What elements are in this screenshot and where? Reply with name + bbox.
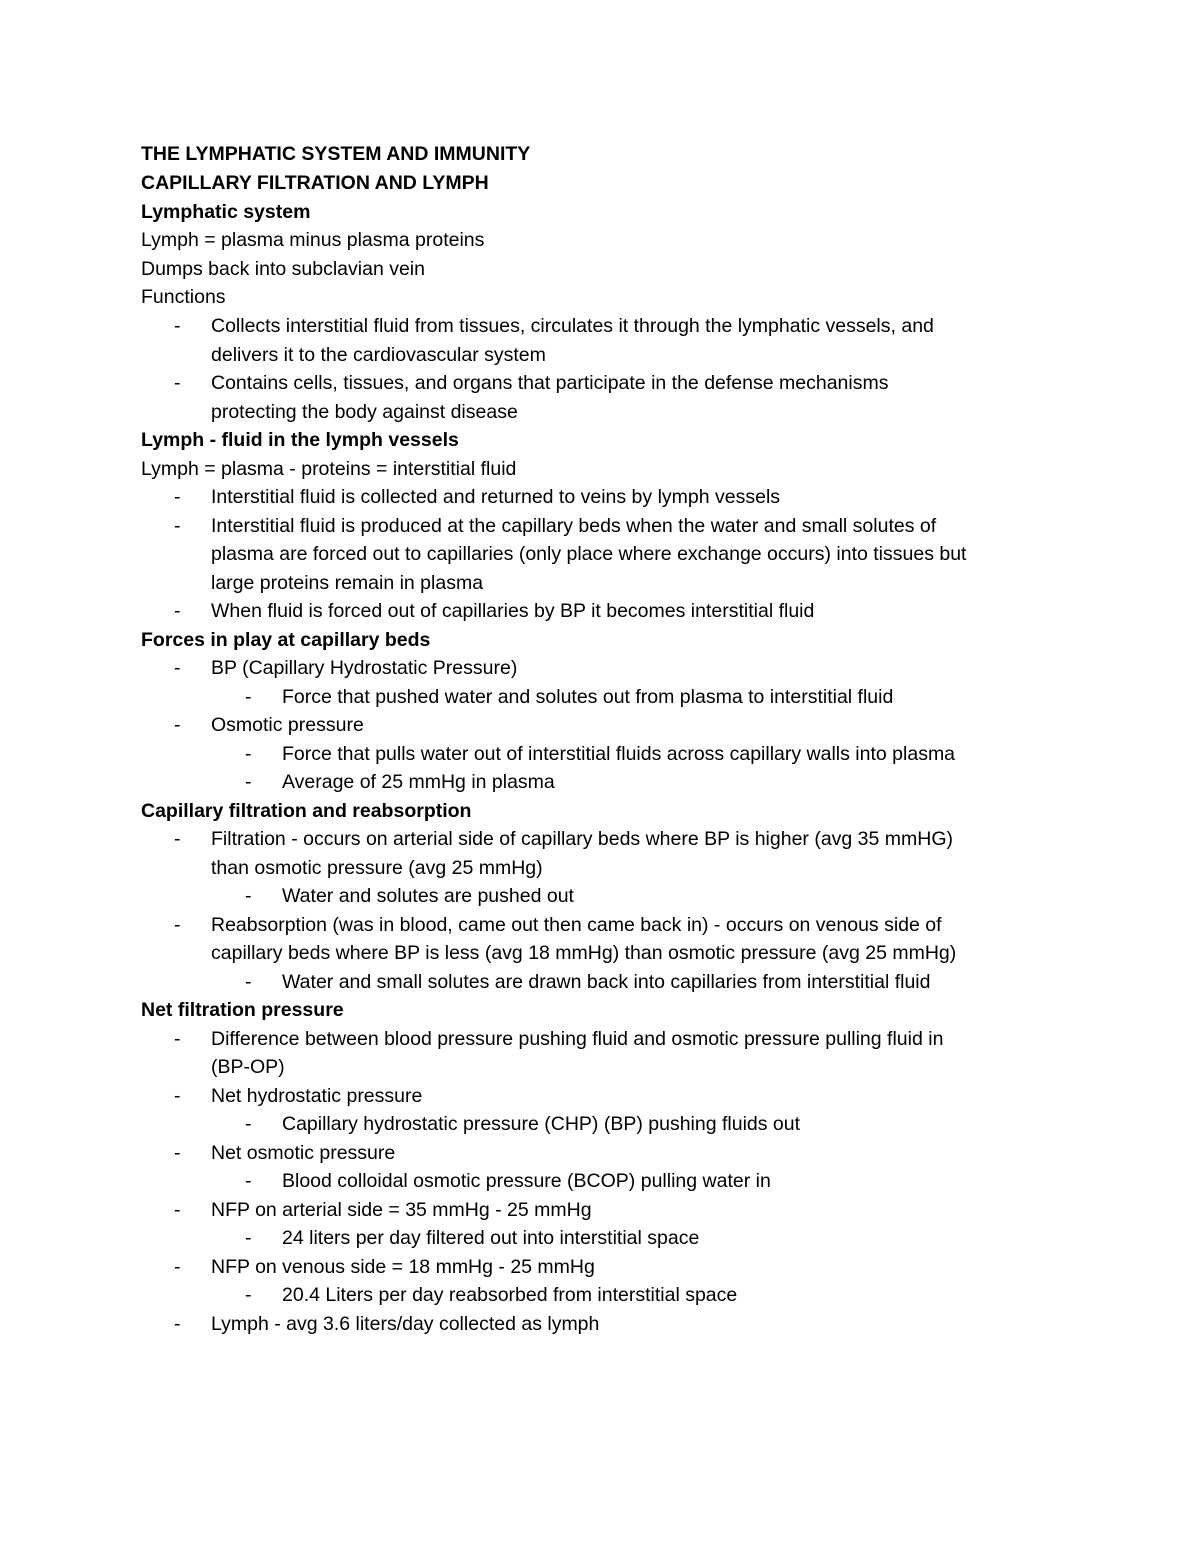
bullet-dash: -: [174, 1256, 181, 1278]
bullet-dash: -: [245, 686, 252, 708]
bullet-dash: -: [245, 971, 252, 993]
document-title: THE LYMPHATIC SYSTEM AND IMMUNITY: [141, 143, 531, 165]
bullet-dash: -: [174, 914, 181, 936]
bullet-dash: -: [174, 515, 181, 537]
bullet-dash: -: [174, 1199, 181, 1221]
bullet-dash: -: [245, 771, 252, 793]
bullet-dash: -: [174, 1028, 181, 1050]
bullet-dash: -: [174, 372, 181, 394]
document-subtitle: CAPILLARY FILTRATION AND LYMPH: [141, 172, 489, 194]
bullet-dash: -: [174, 315, 181, 337]
bullet-dash: -: [174, 714, 181, 736]
bullet-dash: -: [245, 1113, 252, 1135]
bullet-dash: -: [174, 1085, 181, 1107]
bullet-dash: -: [174, 486, 181, 508]
bullet-dash: -: [245, 743, 252, 765]
bullet-dash: -: [174, 657, 181, 679]
bullet-dash: -: [245, 1170, 252, 1192]
bullet-dash: -: [174, 600, 181, 622]
bullet-dash: -: [245, 1284, 252, 1306]
bullet-dash: -: [174, 1313, 181, 1335]
bullet-dash: -: [174, 828, 181, 850]
bullet-dash: -: [245, 1227, 252, 1249]
bullet-dash: -: [174, 1142, 181, 1164]
bullet-dash: -: [245, 885, 252, 907]
document-page: THE LYMPHATIC SYSTEM AND IMMUNITY CAPILLARY FILTRATION AND LYMPH Lymphatic system Lymph = plasma minus plasma proteins Dumps back into subclavian vein Functions - Collects interstitial fluid from tissues, circulates it through the lymphatic vessels, and delivers it to the cardiovascular system - Contains cells, tissues, and organs that participate in the defense mechanisms protecting the body against disease Lymph - fluid in the lymph vessels Lymph = plasma - proteins = interstitial fluid - Interstitial fluid is collected and returned to veins by lymph vessels - Interstitial fluid is produced at the capillary beds when the water and small solutes of plasma are forced out to capillaries (only place where exchange occurs) into tissues but large proteins remain in plasma - When fluid is forced out of capillaries by BP it becomes interstitial fluid Forces in play at capillary beds - BP (Capillary Hydrostatic Pressure) - Force that pushed water and solutes out from plasma to interstitial fluid - Osmotic pressure - Force that pulls water out of interstitial fluids across capillary walls into plasma - Average of 25 mmHg in plasma Capillary filtration and reabsorption - Filtration - occurs on arterial side of capillary beds where BP is higher (avg 35 mmHG) than osmotic pressure (avg 25 mmHg) - Water and solutes are pushed out - Reabsorption (was in blood, came out then came back in) - occurs on venous side of capillary beds where BP is less (avg 18 mmHg) than osmotic pressure (avg 25 mmHg) - Water and small solutes are drawn back into capillaries from interstitial fluid Net filtration pressure - Difference between blood pressure pushing fluid and osmotic pressure pulling fluid in (BP-OP) - Net hydrostatic pressure - Capillary hydrostatic pressure (CHP) (BP) pushing fluids out - Net osmotic pressure - Blood colloidal osmotic pressure (BCOP) pulling water in - NFP on arterial side = 35 mmHg - 25 mmHg - 24 liters per day filtered out into interstitial space - NFP on venous side = 18 mmHg - 25 mmHg - 20.4 Liters per day reabsorbed from interstitial space - Lymph - avg 3.6 liters/day collected as lymph: [0, 0, 1200, 1553]
